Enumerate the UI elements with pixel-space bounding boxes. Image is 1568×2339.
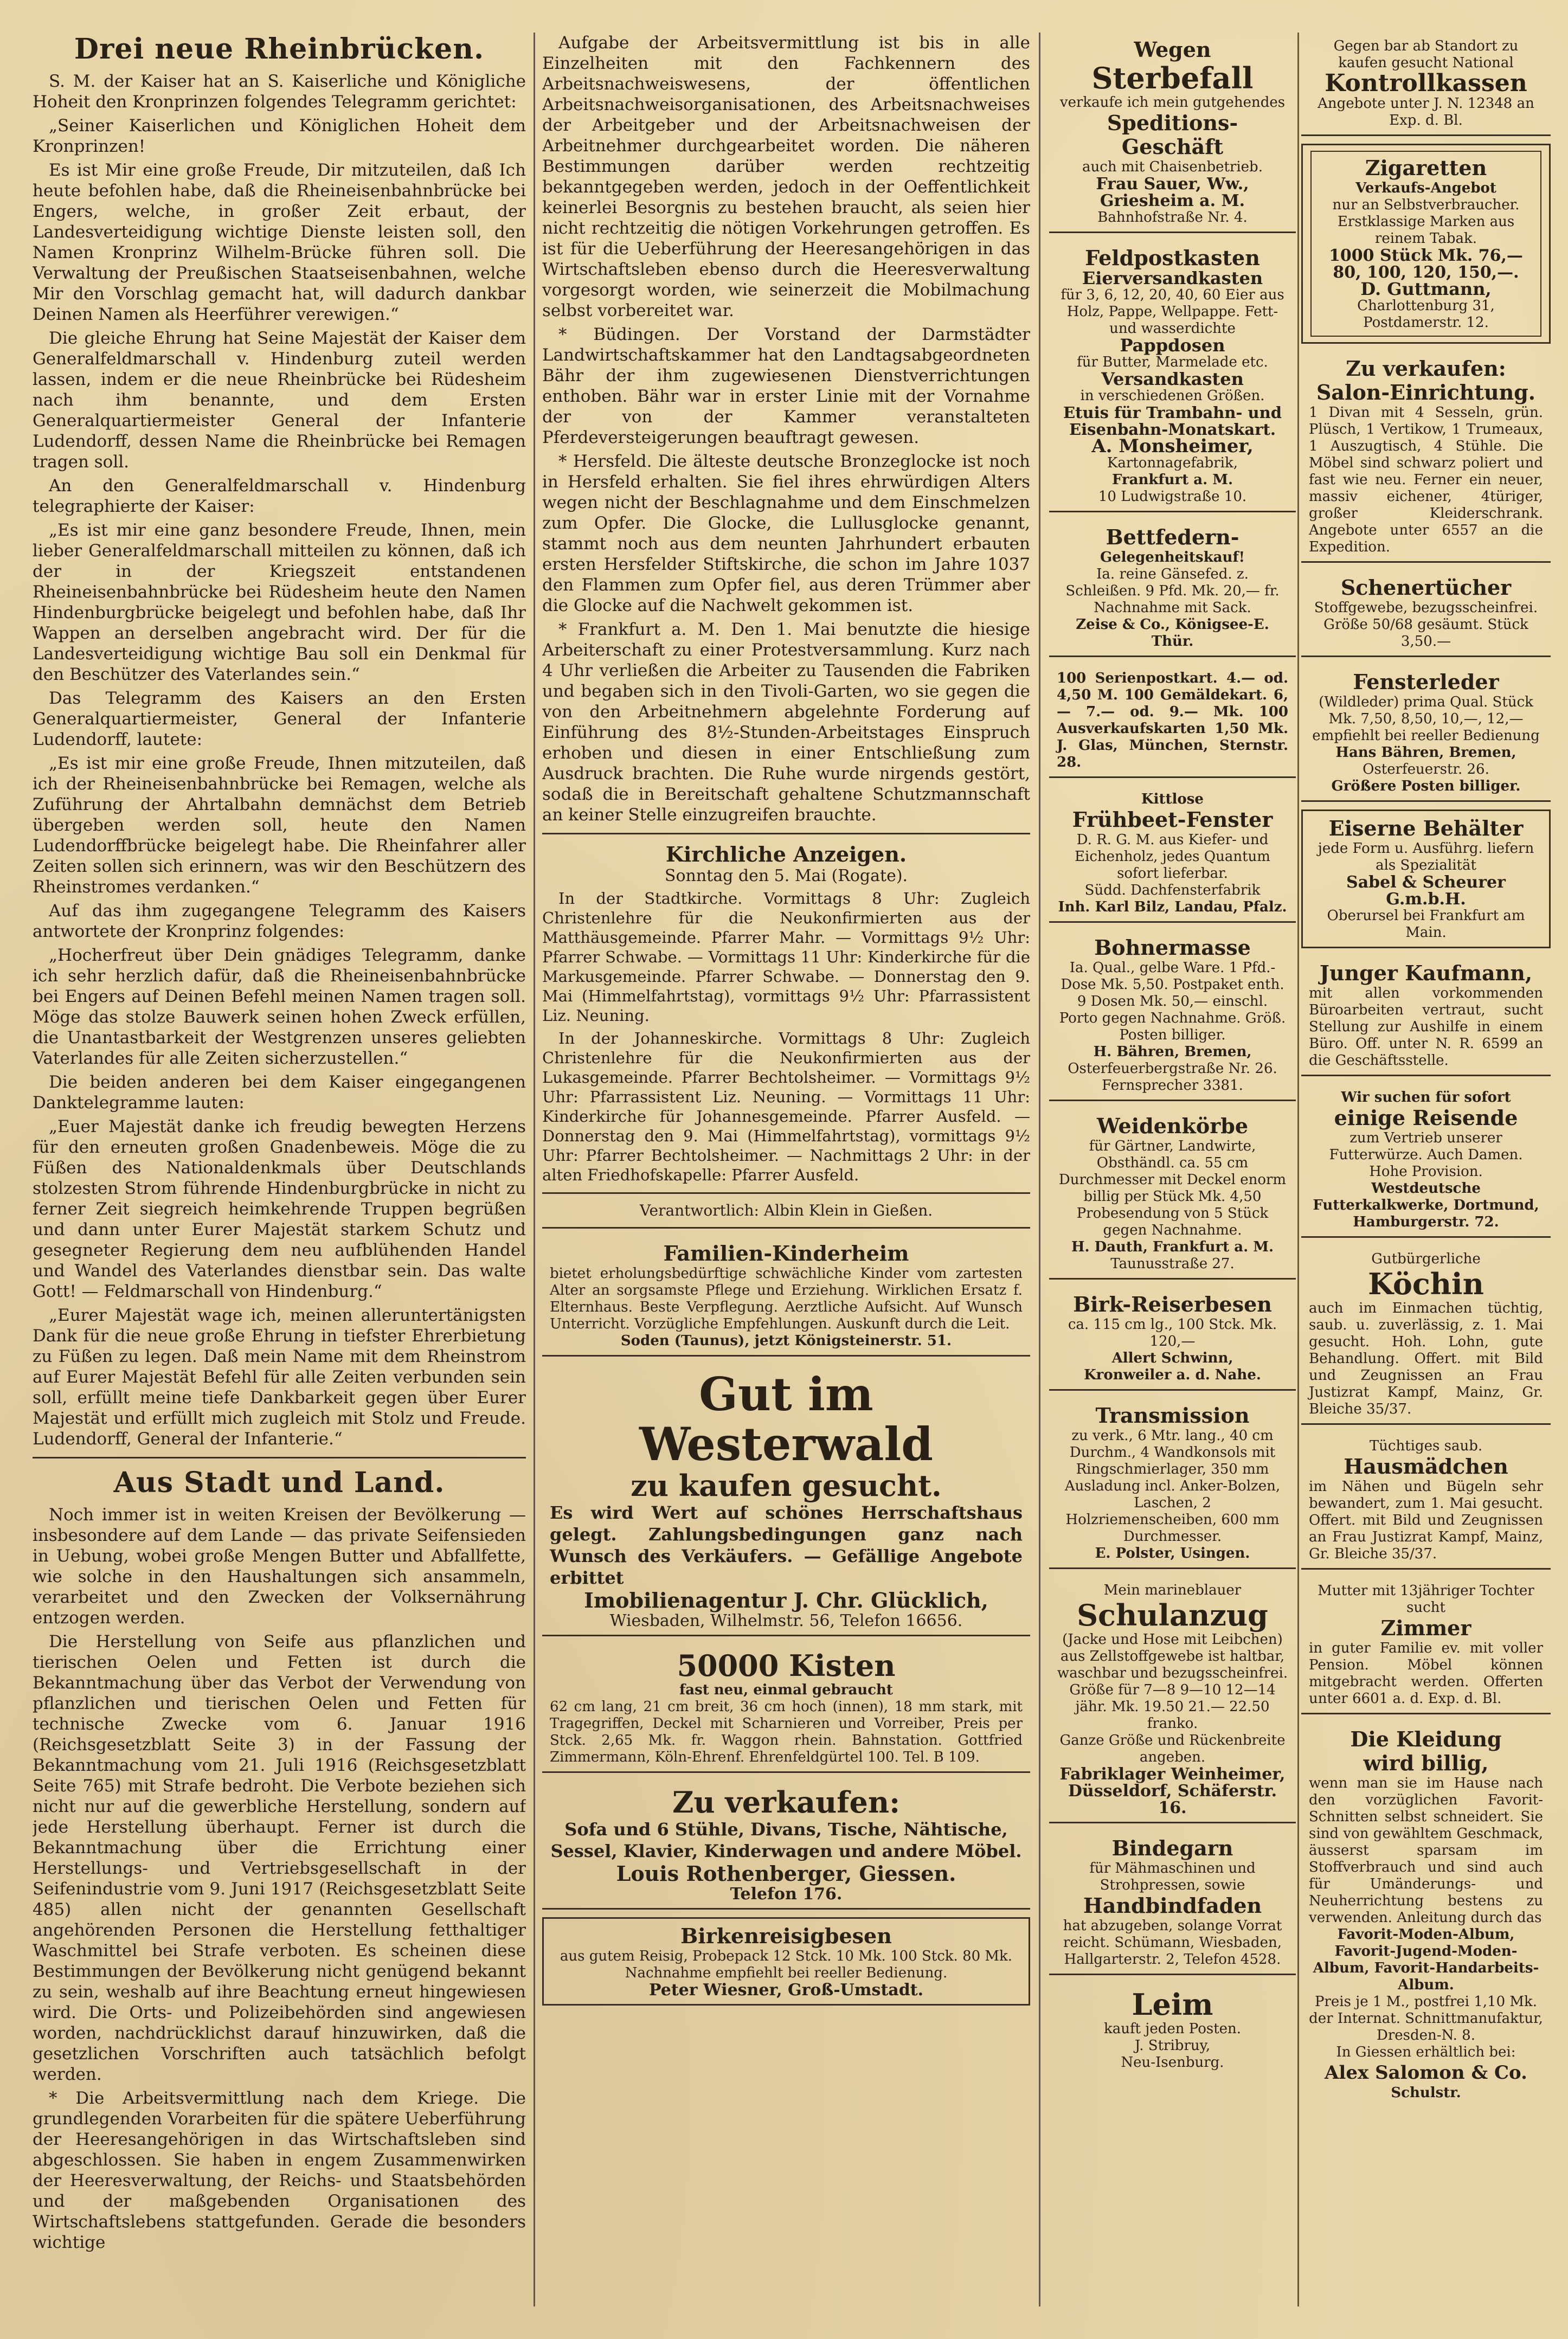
ad-kleidung [1301,1722,1551,2107]
paragraph: Aufgabe der Arbeitsvermittlung ist bis in alle Einzelheiten mit den Fachkennern des Arbeitsnachweiswesens, der öffentlichen Arbeitsnachweisorganisationen, des Arbeitsnachweises der Arbeitgeber und der Arbeitsnachweisen der Arbeitnehmer durchgearbeitet worden. Die näheren Bestimmungen darüber werden rechtzeitig bekanntgegeben werden, jedoch in der Oeffentlichkeit keinerlei Besorgnis zu bestehen braucht, als seien hier nicht rechtzeitig die nötigen Vorkehrungen getroffen. Es ist für die Ueberführung der Heeresangehörigen in das Wirtschaftsleben ebenso durch die Heeresverwaltung vorgesorgt worden, wie seinerzeit die Mobilmachung selbst vorbereitet war. [542,33,1030,320]
ad-name: Fabriklager Weinheimer, [1059,1765,1286,1784]
ad-title: Familien-Kinderheim [663,1241,909,1265]
ad-schenertuecher [1301,570,1551,657]
ad-transmission [1049,1398,1296,1569]
ad-text: Ia. reine Gänsefed. z. Schleißen. 9 Pfd. Mk. 20,— fr. Nachnahme mit Sack. [1065,566,1280,616]
ad-title: Zu verkaufen: [672,1785,901,1820]
ad-sterbefall [1049,33,1296,233]
ad-sizes: Größe für 7—8 9—10 12—14 jähr. Mk. 19.50 21.— 22.50 franko. [1069,1682,1276,1732]
ad-line: Mutter mit 13jähriger Tochter sucht [1318,1583,1534,1616]
ad-title: Zu verkaufen: [1346,356,1506,381]
ad-line: Mein marineblauer [1103,1582,1242,1598]
column-4 [1301,33,1551,2306]
ad-text: ca. 115 cm lg., 100 Stck. Mk. 120,— [1068,1316,1277,1350]
ad-title: Fensterleder [1353,670,1499,694]
ad-zu-verkaufen [542,1781,1030,1910]
ad-subtitle: zu kaufen gesucht. [631,1468,942,1503]
ad-address: Osterfeuerbergstraße Nr. 26. [1068,1061,1277,1077]
paragraph: S. M. der Kaiser hat an S. Kaiserliche und Königliche Hoheit den Kronprinzen folgendes Telegramm gerichtet: [33,72,526,112]
ad-line: Größere Posten billiger. [1331,778,1521,794]
paragraph: Die gleiche Ehrung hat Seine Majestät der Kaiser dem Generalfeldmarschall v. Hindenburg zuteil werden lassen, indem er die neue Rheinbrücke bei Rüdesheim nach ihm benannte, und dem Ersten Generalquartiermeister General der Infanterie Ludendorff, dessen Name die Rheinbrücke bei Remagen tragen soll. [33,329,526,472]
ad-title: wird billig, [1363,1751,1489,1775]
ad-title: Eiserne Behälter [1328,816,1524,840]
ad-line: Gegen bar ab Standort zu kaufen gesucht National [1333,38,1519,71]
ad-schulanzug [1049,1577,1296,1823]
church-notices [542,889,1030,1185]
paragraph: * Frankfurt a. M. Den 1. Mai benutzte die hiesige Arbeiterschaft zu einer Protestversammlung. Kurz nach 4 Uhr verließen die Arbeiter zu Tausenden die Fabriken und begaben sich in den Tivoli-Garten, wo sie gegen die von den Arbeitnehmern abgelehnte Forderung auf Einführung des 8½-Stunden-Arbeitstages Einspruch erhoben und diesen in einer Entschließung zum Ausdruck brachten. Die Ruhe wurde nirgends gestört, sodaß die in Bereitschaft gehaltene Schutzmannschaft an keiner Stelle einzugreifen brauchte. [542,620,1030,825]
ad-title: Zigaretten [1365,156,1487,180]
ad-text: 1 Divan mit 4 Sesseln, grün. Plüsch, 1 Vertikow, 1 Trumeaux, 1 Auszugtisch, 4 Stühle. Die Möbel sind schwarz poliert und fast wie neu. Ferner ein neuer, massiv eichener, 4türiger, großer Kleiderschrank. Angebote unter 6557 an die Expedition. [1309,404,1543,555]
ad-text: nur an Selbstverbraucher. Erstklassige Marken aus reinem Tabak. [1332,197,1520,247]
ad-text: mit allen vorkommenden Büroarbeiten vertraut, sucht Stellung zur Aushilfe in einem Büro. Off. unter N. R. 6599 an die Geschäftsstelle. [1309,985,1543,1069]
ad-line: Speditions-Geschäft [1107,111,1238,159]
ad-name: Inh. Karl Bilz, Landau, Pfalz. [1058,899,1287,915]
ad-title: Bindegarn [1111,1836,1233,1860]
ad-subtitle: Verkaufs-Angebot [1355,180,1496,196]
divider [542,833,1030,834]
ad-text: in guter Familie ev. mit voller Pension. Möbel können mitgebracht werden. Offerten unter 6601 a. d. Exp. d. Bl. [1309,1640,1543,1707]
ad-title: Sterbefall [1091,61,1254,95]
ad-title: Transmission [1095,1403,1250,1428]
ad-inner-frame [1310,151,1541,337]
ad-text: bietet erholungsbedürftige schwächliche Kinder vom zartesten Alter an sorgsamste Pflege und Erziehung. Wirklichen Ersatz f. Elternhaus. Beste Verpflegung. Aerztliche Aufsicht. Auf Wunsch Unterricht. Vorzügliche Empfehlungen. Auskunft durch die Leit. [550,1265,1023,1332]
paragraph: „Es ist mir eine große Freude, Ihnen mitzuteilen, daß ich der Rheineisenbahnbrücke bei Remagen, welche als Zuführung der Ahrtalbahn demnächst dem Betrieb übergeben werden soll, heute den Namen Ludendorffbrücke beigelegt habe. Die Rheinfahrer aller Zeiten sollen sich erinnern, was wir den Beschützern des Rheinstromes verdanken.“ [33,754,526,897]
ad-title: Schulanzug [1077,1598,1268,1633]
ad-address: Kronweiler a. d. Nahe. [1084,1367,1261,1383]
ad-line: Eierversandkasten [1082,268,1263,288]
ad-text: im Nähen und Bügeln sehr bewandert, zum 1. Mai gesucht. Offert. mit Bild und Zeugnissen an Frau Justizrat Kampf, Mainz, Gr. Bleiche 35/37. [1309,1479,1543,1562]
ad-koechin [1301,1245,1551,1425]
ad-line: A. Monsheimer, [1091,435,1254,457]
column-rule [1297,33,1299,2306]
ad-title: Gut im Westerwald [639,1367,934,1471]
ad-name: Louis Rothenberger, Giessen. [616,1861,956,1886]
ad-address: Osterfeuerstr. 26. [1363,761,1489,777]
ad-line: Kittlose [1141,791,1204,807]
paragraph: In der Johanneskirche. Vormittags 8 Uhr: Zugleich Christenlehre für die Neukonfirmierten aus der Lukasgemeinde. Pfarrer Bechtolsheimer. — Vormittags 9½ Uhr: Pfarrassistent Liz. Neuning. — Vormittags 11 Uhr: Kinderkirche für Johannesgemeinde. Pfarrer Ausfeld. — Donnerstag den 9. Mai (Himmelfahrtstag), vormittags 9½ Uhr: Pfarrer Bechtolsheimer. — Nachmittags 2 Uhr: in der alten Friedhofskapelle: Pfarrer Ausfeld. [542,1029,1030,1184]
ad-title: Feldpostkasten [1085,246,1260,270]
paragraph: Das Telegramm des Kaisers an den Ersten Generalquartiermeister, General der Infanterie Ludendorff, lautete: [33,689,526,749]
ad-price: Preis je 1 M., postfrei 1,10 Mk. der Internat. Schnittmanufaktur, Dresden-N. 8. [1309,1994,1543,2044]
ad-address: Soden (Taunus), jetzt Königsteinerstr. 51. [620,1333,952,1349]
ad-title: Zimmer [1380,1616,1471,1640]
ad-bohnermasse [1049,930,1296,1101]
ad-zigaretten [1301,144,1551,344]
ad-line: Versandkasten [1101,369,1244,389]
ad-bindegarn [1049,1831,1296,1975]
ad-fruehbeet-fenster [1049,786,1296,923]
ad-line: 10 Ludwigstraße 10. [1098,489,1247,505]
news-items [542,33,1030,825]
ad-text: aus gutem Reisig, Probepack 12 Stck. 10 Mk. 100 Stck. 80 Mk. Nachnahme empfiehlt bei reeller Bedienung. [560,1948,1013,1981]
ad-title: Kontrollkassen [1325,69,1527,97]
ad-title: 50000 Kisten [677,1648,896,1683]
paragraph: „Es ist mir eine ganz besondere Freude, Ihnen, mein lieber Generalfeldmarschall mitteilen zu können, daß ich der in der Kriegszeit entstandenen Rheineisenbahnbrücke bei Rüdesheim heute den Namen Hindenburgbrücke beigelegt und befohlen habe, daß Ihr Wappen an derselben angebracht wird. Der für die Landesverteidigung wichtige Bau soll ein Denkmal für den Beschützer des Vaterlandes sein.“ [33,521,526,684]
ad-line: Wir suchen für sofort [1341,1089,1511,1106]
ad-address: Düsseldorf, Schäferstr. 16. [1068,1782,1277,1817]
ad-name: E. Polster, Usingen. [1095,1545,1250,1562]
ad-text: hat abzugeben, solange Vorrat reicht. Schümann, Wiesbaden, Hallgarterstr. 2, Telefon 4528. [1063,1918,1282,1968]
ad-text: zum Vertrieb unserer Futterwürze. Auch Damen. Hohe Provision. [1329,1130,1523,1180]
ad-line: Frankfurt a. M. [1111,472,1233,488]
ad-name: Allert Schwinn, [1111,1350,1233,1366]
ad-prices: 1000 Stück Mk. 76,— 80, 100, 120, 150,—. [1329,246,1523,282]
ad-line: Frau Sauer, Ww., [1096,175,1249,194]
ad-reiserbesen [1049,1287,1296,1391]
ad-title: Weidenkörbe [1096,1114,1248,1138]
column-1 [33,33,526,2306]
ad-zimmer [1301,1577,1551,1714]
ad-title: Bohnermasse [1094,935,1251,960]
ad-leim [1049,1983,1296,2077]
column-3 [1049,33,1296,2306]
ad-line: Wegen [1134,37,1211,62]
ad-name: Hans Bähren, Bremen, [1335,744,1516,761]
paragraph: „Seiner Kaiserlichen und Königlichen Hoheit dem Kronprinzen! [33,116,526,156]
responsible-editor: Verantwortlich: Albin Klein in Gießen. [639,1201,933,1219]
paragraph: An den Generalfeldmarschall v. Hindenburg telegraphierte der Kaiser: [33,476,526,516]
ad-text: zu verk., 6 Mtr. lang., 40 cm Durchm., 4 Wandkonsols mit Ringschmierlager, 350 mm Ausladung incl. Anker-Bolzen, Laschen, 2 Holzriemenscheiben, 600 mm Durchmesser. [1064,1428,1281,1545]
paragraph: Es ist Mir eine große Freude, Dir mitzuteilen, daß Ich heute befohlen habe, daß die Rheineisenbahnbrücke bei Engers, welche, in großer Zeit erbaut, der Landesverteidigung wichtige Dienste leisten soll, den Namen Kronprinz Wilhelm-Brücke führen soll. Die Verwaltung der Preußischen Staatseisenbahnen, welche Mir den Vorschlag gemacht hat, will dadurch dankbar Deinen Namen als Heerführer verewigen.“ [33,160,526,324]
ad-text: Stoffgewebe, bezugsscheinfrei. Größe 50/68 gesäumt. Stück 3,50.— [1314,600,1538,650]
paragraph: „Hocherfreut über Dein gnädiges Telegramm, danke ich sehr herzlich dafür, daß die Rheineisenbahnbrücke bei Engers auf Deinen Befehl meinen Namen tragen soll. Möge das stolze Bauwerk seinen hohen Zweck erfüllen, die Unantastbarkeit der Westgrenzen unseres geliebten Vaterlandes für alle Zeiten sicherzustellen.“ [33,946,526,1068]
ad-title: Hausmädchen [1344,1454,1508,1479]
ad-eiserne-behaelter [1301,809,1551,948]
ad-title: Schenertücher [1340,575,1512,600]
paragraph: * Hersfeld. Die älteste deutsche Bronzeglocke ist noch in Hersfeld erhalten. Sie fiel ihres ehrwürdigen Alters wegen nicht der Beschlagnahme und dem Einschmelzen zum Opfer. Die Glocke, die Lullusglocke genannt, stammt noch aus dem neunten Jahrhundert erbauten ersten Hersfelder Stiftskirche, die schon im Jahre 1037 den Flammen zum Opfer fiel, aus deren Trümmer aber die Glocke auf die Nachwelt gekommen ist. [542,452,1030,615]
ad-name: H. Dauth, Frankfurt a. M. [1071,1239,1274,1255]
ad-name: J. Stribruy, [1134,2038,1211,2054]
ad-title: Bettfedern- [1106,525,1239,549]
ad-title: einige Reisende [1334,1106,1518,1130]
ad-reisende [1301,1084,1551,1238]
ad-agency: Imobilienagentur J. Chr. Glücklich, [584,1588,988,1612]
ad-title: Köchin [1368,1267,1484,1301]
ad-text: (Wildleder) prima Qual. Stück Mk. 7,50, 8,50, 10,—, 12,— empfiehlt bei reeller Bedienung [1312,694,1540,744]
paragraph: In der Stadtkirche. Vormittags 8 Uhr: Zugleich Christenlehre für die Neukonfirmierten aus der Matthäusgemeinde. Pfarrer Mahr. — Vormittags 9½ Uhr: Pfarrer Schwabe. — Vormittags 11 Uhr: Kinderkirche für die Markusgemeinde. Pfarrer Schwabe. — Donnerstag den 9. Mai (Himmelfahrtstag), vormittags 9½ Uhr: Pfarrassistent Liz. Neuning. [542,889,1030,1025]
ad-title: Die Kleidung [1350,1727,1502,1751]
ad-name: Alex Salomon & Co. [1325,2062,1527,2084]
ad-line: Ganze Größe und Rückenbreite angeben. [1059,1732,1286,1765]
ad-address: Schulstr. [1391,2085,1461,2101]
ad-line: für 3, 6, 12, 20, 40, 60 Eier aus Holz, Pappe, Wellpappe. Fett- und wasserdichte [1061,287,1284,337]
ad-text: auch im Einmachen tüchtig, saub. u. zuverlässig, z. 1. Mai gesucht. Hoh. Lohn, gute Behandlung. Offert. mit Bild und Zeugnissen an Frau Justizrat Kampf, Mainz, Gr. Bleiche 35/37. [1309,1300,1543,1417]
ad-name: D. Guttmann, [1360,279,1492,299]
ad-title: Birk-Reiserbesen [1073,1292,1272,1316]
ad-hausmaedchen [1301,1432,1551,1570]
ad-line: Griesheim a. M. [1100,191,1245,210]
ad-text: für Gärtner, Landwirte, Obsthändl. ca. 55 cm Durchmesser mit Deckel enorm billig per Stück Mk. 4,50 Probesendung von 5 Stück gegen Nachnahme. [1058,1138,1287,1238]
section-title: Kirchliche Anzeigen. [665,842,907,866]
ad-serienpostkarten [1049,665,1296,778]
ad-line: in verschiedenen Größen. [1080,388,1265,404]
ad-text: jede Form u. Ausführg. liefern als Spezialität [1318,840,1534,873]
ad-title: Frühbeet-Fenster [1072,807,1273,832]
ad-text: 62 cm lang, 21 cm breit, 36 cm hoch (innen), 18 mm stark, mit Tragegriffen, Deckel mit Scharnieren und Vorreiber, Preis per Stck. 2,65 Mk. fr. Waggon rhein. Bahnstation. Gottfried Zimmermann, Köln-Ehrenf. Ehrenfeldgürtel 100. Tel. B 109. [550,1699,1023,1765]
article-title: Drei neue Rheinbrücken. [74,33,485,66]
ad-fensterleder [1301,665,1551,802]
ad-line: Südd. Dachfensterfabrik [1084,882,1261,898]
ad-phone: Fernsprecher 3381. [1102,1077,1243,1094]
ad-line: verkaufe ich mein gutgehendes [1059,94,1286,111]
ad-text: D. R. G. M. aus Kiefer- und Eichenholz, jedes Quantum sofort lieferbar. [1075,832,1270,882]
ad-line: Tüchtiges saub. [1369,1438,1483,1454]
ad-subtitle: Salon-Einrichtung. [1316,380,1536,404]
ad-text: für Mähmaschinen und Strohpressen, sowie [1089,1860,1256,1893]
ad-address: Neu-Isenburg. [1121,2054,1224,2071]
ad-subtitle: fast neu, einmal gebraucht [679,1682,893,1698]
ad-title: Birkenreisigbesen [680,1924,892,1948]
paragraph: Die Herstellung von Seife aus pflanzlichen und tierischen Oelen und Fetten ist durch die Bekanntmachung über das Verbot der Verwendung von pflanzlichen und tierischen Oelen und Fetten für technische Zwecke vom 6. Januar 1916 (Reichsgesetzblatt Seite 3) in der Fassung der Bekanntmachung vom 21. Juli 1916 (Reichsgesetzblatt Seite 765) mit Strafe bedroht. Die Verbote beziehen sich nicht nur auf die gewerbliche Herstellung, sondern auf jede Herstellung überhaupt. Ferner ist durch die Bekanntmachung über die Errichtung einer Herstellungs- und Vertriebsgesellschaft in der Seifenindustrie vom 9. Juni 1917 (Reichsgesetzblatt Seite 485) allen nicht der genannten Gesellschaft angehörenden Personen die Herstellung fetthaltiger Waschmittel bei Strafe verboten. Es scheinen diese Bestimmungen der Bevölkerung nicht genügend bekannt zu sein, weshalb auf ihre Beachtung erneut hingewiesen wird. Die Orts- und Polizeibehörden sind angewiesen worden, nachdrücklichst darauf hinzuwirken, daß die gesetzlichen Vorschriften auch tatsächlich befolgt werden. [33,1632,526,2084]
ad-line: Gutbürgerliche [1371,1251,1481,1267]
ad-title: Leim [1132,1987,1213,2022]
ad-name: Peter Wiesner, Groß-Umstadt. [648,1981,924,2000]
ad-line: für Butter, Marmelade etc. [1077,354,1268,370]
column-rule [534,33,535,2306]
ad-salon [1301,351,1551,563]
ad-name: Sabel & Scheurer G.m.b.H. [1346,873,1506,909]
ad-title: Handbindfaden [1083,1893,1262,1918]
ad-text: 100 Serienpostkart. 4.— od. 4,50 M. 100 Gemäldekart. 6,— 7.— od. 9.— Mk. 100 Ausverkaufskarten 1,50 Mk. J. Glas, München, Sternstr. 28. [1057,670,1288,770]
ad-line: auch mit Chaisenbetrieb. [1082,159,1263,175]
ad-address: Wiesbaden, Wilhelmstr. 56, Telefon 16656. [609,1611,963,1630]
ad-kisten [542,1644,1030,1773]
ad-line: Pappdosen [1120,335,1225,356]
ad-line: Kartonnagefabrik, [1107,455,1238,471]
ad-title: Junger Kaufmann, [1319,961,1533,985]
ad-address: Taunusstraße 27. [1110,1256,1235,1272]
column-2 [542,33,1030,2306]
ad-text: (Jacke und Hose mit Leibchen) aus Zellstoffgewebe ist haltbar, waschbar und bezugsscheinfrei. [1057,1631,1288,1681]
ad-phone: Telefon 176. [730,1885,843,1904]
ad-name: Westdeutsche Futterkalkwerke, Dortmund, Hamburgerstr. 72. [1313,1180,1539,1230]
paragraph: Auf das ihm zugegangene Telegramm des Kaisers antwortete der Kronprinz folgendes: [33,901,526,941]
ad-line: Etuis für Trambahn- und Eisenbahn-Monatskart. [1063,403,1282,439]
paragraph: * Büdingen. Der Vorstand der Darmstädter Landwirtschaftskammer hat den Landtagsabgeordneten Bähr der ihm zugewiesenen Dienstverrichtungen enthoben. Bähr war in erster Linie mit der Vornahme der von der Kammer veranstalteten Pferdeversteigerungen beauftragt gewesen. [542,325,1030,447]
ad-name: Zeise & Co., Königsee-E. Thür. [1076,616,1269,650]
ad-weidenkoerbe [1049,1109,1296,1280]
divider [542,1192,1030,1194]
divider [33,1457,526,1458]
ad-list: Favorit-Moden-Album, Favorit-Jugend-Moden-Album, Favorit-Handarbeits-Album. [1313,1926,1539,1993]
article-body [33,1505,526,2253]
ad-address: Oberursel bei Frankfurt am Main. [1327,908,1525,941]
paragraph: „Eurer Majestät wage ich, meinen alleruntertänigsten Dank für die neue große Ehrung in tiefster Ehrerbietung zu Füßen zu legen. Daß mein Name mit dem Rheinstrom auf Eurer Majestät Befehl für alle Zeiten verbunden sein soll, erfüllt meine tiefe Dankbarkeit gegen über Eurer Majestät und erfüllt mich zugleich mit Stolz und Freude. Ludendorff, General der Infanterie.“ [33,1306,526,1449]
ad-text: Angebote unter J. N. 12348 an Exp. d. Bl. [1318,95,1534,128]
ad-name: H. Bähren, Bremen, [1093,1044,1252,1060]
ad-line: Bahnhofstraße Nr. 4. [1097,209,1248,226]
ad-kaufmann [1301,956,1551,1076]
paragraph: Noch immer ist in weiten Kreisen der Bevölkerung — insbesondere auf dem Lande — das private Seifensieden in Uebung, wobei große Mengen Butter und Abfallfette, wie solche in den Haushaltungen sich ansammeln, verarbeitet und den Zwecken der Volksernährung entzogen werden. [33,1505,526,1628]
paragraph: Die beiden anderen bei dem Kaiser eingegangenen Danktelegramme lauten: [33,1072,526,1113]
ad-text: Sofa und 6 Stühle, Divans, Tische, Nähtische, Sessel, Klavier, Kinderwagen und andere Möbel. [550,1819,1022,1861]
ad-text: Ia. Qual., gelbe Ware. 1 Pfd.-Dose Mk. 5,50. Postpaket enth. 9 Dosen Mk. 50,— einschl. Porto gegen Nachnahme. Größ. Posten billiger. [1059,960,1286,1043]
ad-text: wenn man sie im Hause nach den vorzüglichen Favorit-Schnitten selbst schneidert. Sie sind von gewähltem Geschmack, äusserst sparsam im Stoffverbrauch und sind auch für Umänderungs- und Neuherrichtung bestens zu verwenden. Anleitung durch das [1309,1775,1543,1926]
ad-text: kauft jeden Posten. [1103,2021,1242,2037]
ad-subtitle: Gelegenheitskauf! [1100,549,1245,566]
ad-address: Charlottenburg 31, Postdamerstr. 12. [1357,298,1495,331]
paragraph: „Euer Majestät danke ich freudig bewegten Herzens für den erneuten großen Gnadenbeweis. Möge die zu Füßen des Nationaldenkmals über Deutschlands stolzesten Strom führende Hindenburgbrücke in nicht zu ferner Zeit siegreich heimkehrende Truppen begrüßen und dann unter Eurer Majestät starkem Schutz und gesegneter Regierung dem neu aufblühenden Handel und Wandel des Vaterlandes dienstbar sein. Das walte Gott! — Feldmarschall von Hindenburg.“ [33,1117,526,1301]
divider [542,1227,1030,1229]
article-body [33,71,526,1449]
ad-birkenreisigbesen [542,1917,1030,2006]
ad-kinderheim [542,1236,1030,1357]
ad-kontrollkassen [1301,33,1551,136]
paragraph: * Die Arbeitsvermittlung nach dem Kriege. Die grundlegenden Vorarbeiten für die spätere Ueberführung der Heeresangehörigen in das Wirtschaftsleben sind abgeschlossen. Sie haben in engem Zusammenwirken der Heeresverwaltung, der Reichs- und Staatsbehörden und der maßgebenden Organisationen des Wirtschaftslebens stattgefunden. Gerade die besonders wichtige [33,2089,526,2252]
article-title: Aus Stadt und Land. [113,1466,445,1499]
ad-bettfedern [1049,520,1296,657]
ad-feldpostkasten [1049,241,1296,512]
section-subtitle: Sonntag den 5. Mai (Rogate). [664,866,908,885]
ad-line: In Giessen erhältlich bei: [1336,2044,1516,2060]
column-rule [1039,33,1040,2306]
ad-text: Es wird Wert auf schönes Herrschaftshaus gelegt. Zahlungsbedingungen ganz nach Wunsch des Verkäufers. — Gefällige Angebote erbittet [550,1502,1023,1588]
ad-westerwald [542,1364,1030,1636]
